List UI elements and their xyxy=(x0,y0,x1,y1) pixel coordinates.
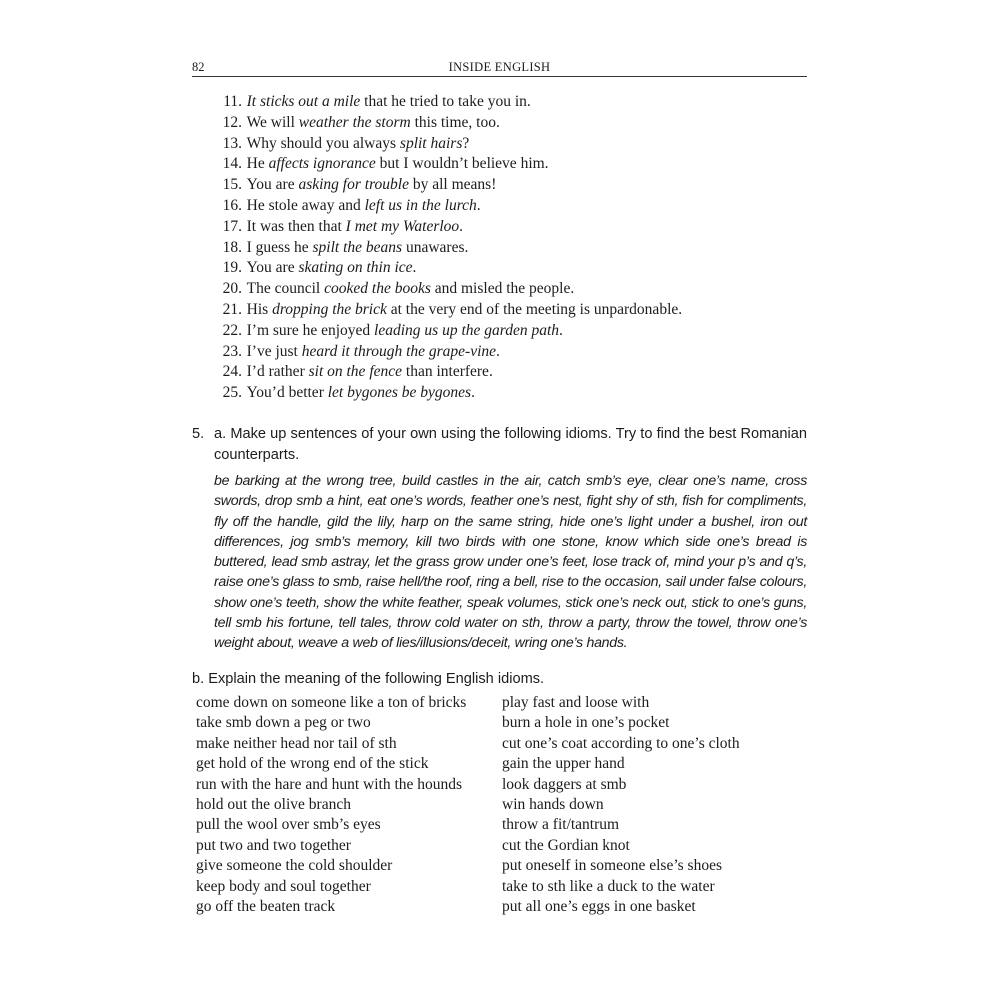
sentence-text xyxy=(247,362,493,383)
sentence-text xyxy=(247,196,481,217)
running-title: INSIDE ENGLISH xyxy=(448,60,551,74)
sentence-text xyxy=(247,113,500,134)
idiom-phrase: sit on the fence xyxy=(308,363,403,381)
sentence-item xyxy=(196,134,796,155)
sentence-item xyxy=(196,175,796,196)
idiom-item: hold out the olive branch xyxy=(196,796,351,814)
sentence-text xyxy=(247,279,575,300)
exercise-number: 5. xyxy=(192,426,205,442)
idiom-phrase: cooked the books xyxy=(324,280,431,298)
exercise-5-part-a xyxy=(192,424,807,465)
sentence-fragment: You are xyxy=(246,259,299,277)
running-header xyxy=(192,58,807,77)
sentence-fragment: Why should you always xyxy=(246,134,400,152)
sentence-number: 25. xyxy=(222,384,242,402)
part-a-idiom-list: be barking at the wrong tree, build castles in the air, catch smb’s eye, clear one’s name, cross swords, drop smb a hint, eat one’s words, feather one’s nest, fight shy of sth, fish for compliments, fly off the handle, gild the lily, harp on the same string, hide one’s light under a bushel, iron out differences, jog smb’s memory, kill two birds with one stone, know which side one’s bread is buttered, lead smb astray, let the grass grow under one’s feet, lose track of, mind your p’s and q’s, raise one’s glass to smb, raise hell/the roof, ring a bell, rise to the occasion, sail under false colours, show one’s teeth, show the white feather, speak volumes, stick one’s neck out, stick to one’s guns, tell smb his fortune, tell tales, throw cold water on sth, throw a party, throw the towel, throw one’s weight about, weave a web of lies/illusions/deceit, wring one’s hands. xyxy=(214,473,807,652)
sentence-fragment: You’d better xyxy=(246,384,328,402)
sentence-item xyxy=(196,113,796,134)
sentence-text xyxy=(247,175,497,196)
idiom-item: come down on someone like a ton of bricks xyxy=(196,694,467,711)
sentence-fragment: . xyxy=(412,259,417,277)
sentence-text xyxy=(247,321,563,342)
sentence-number: 17. xyxy=(222,217,242,235)
idiom-item: take smb down a peg or two xyxy=(196,714,371,732)
idiom-phrase: I met my Waterloo xyxy=(345,217,460,235)
sentence-number: 12. xyxy=(222,113,242,131)
sentence-item xyxy=(196,362,796,383)
idiom-phrase: dropping the brick xyxy=(272,300,387,318)
sentence-text xyxy=(247,342,500,363)
idiom-item: pull the wool over smb’s eyes xyxy=(196,816,381,834)
sentence-text xyxy=(247,383,475,404)
idiom-phrase: heard it through the grape-vine xyxy=(301,342,497,360)
sentence-text xyxy=(247,300,682,321)
idiom-item: gain the upper hand xyxy=(502,755,625,773)
idiom-phrase: skating on thin ice xyxy=(298,259,413,277)
idiom-item: put all one’s eggs in one basket xyxy=(502,898,696,916)
sentence-number: 19. xyxy=(222,259,242,277)
idiom-item: get hold of the wrong end of the stick xyxy=(196,755,429,773)
sentence-fragment: You are xyxy=(246,176,299,194)
idiom-item: cut the Gordian knot xyxy=(502,836,630,854)
idiom-item: put oneself in someone else’s shoes xyxy=(502,857,722,875)
idiom-item: run with the hare and hunt with the hounds xyxy=(196,775,463,793)
sentence-fragment: I’d rather xyxy=(246,363,309,381)
sentence-number: 11. xyxy=(223,93,242,110)
sentence-fragment: We will xyxy=(246,113,299,131)
idiom-item: make neither head nor tail of sth xyxy=(196,734,397,752)
idiom-phrase: leading us up the garden path xyxy=(374,321,560,339)
part-b-instruction: b. Explain the meaning of the following English idioms. xyxy=(192,671,545,687)
sentence-fragment: unawares. xyxy=(402,238,469,256)
sentence-item xyxy=(196,92,796,113)
sentence-number: 16. xyxy=(222,196,242,214)
sentence-number: 18. xyxy=(222,238,242,256)
sentence-item xyxy=(196,238,796,259)
idiom-phrase: left us in the lurch xyxy=(364,196,477,214)
idiom-phrase: split hairs xyxy=(399,134,463,152)
sentence-fragment: and misled the people. xyxy=(430,280,575,298)
sentence-fragment: He stole away and xyxy=(246,196,365,214)
sentence-item xyxy=(196,279,796,300)
sentence-fragment: that he tried to take you in. xyxy=(360,93,531,110)
sentence-text xyxy=(247,92,531,113)
sentence-item xyxy=(196,383,796,404)
idiom-item: look daggers at smb xyxy=(502,775,627,793)
sentence-number: 23. xyxy=(222,342,242,360)
idiom-item: burn a hole in one’s pocket xyxy=(502,714,670,732)
sentence-fragment: I’ve just xyxy=(246,342,302,360)
sentence-text xyxy=(247,154,549,175)
sentence-fragment: . xyxy=(559,321,563,339)
sentence-list xyxy=(196,92,796,404)
sentence-fragment: by all means! xyxy=(408,176,497,194)
idiom-item: cut one’s coat according to one’s cloth xyxy=(502,734,740,752)
idiom-phrase: spilt the beans xyxy=(312,238,403,256)
idiom-column-right xyxy=(502,693,740,917)
sentence-item xyxy=(196,217,796,238)
sentence-fragment: . xyxy=(496,342,500,360)
sentence-fragment: ? xyxy=(462,134,470,152)
sentence-number: 14. xyxy=(222,155,242,173)
page-number: 82 xyxy=(192,60,205,74)
sentence-fragment: I guess he xyxy=(246,238,313,256)
sentence-fragment: The council xyxy=(246,280,325,298)
sentence-fragment: . xyxy=(471,384,475,402)
idiom-phrase: affects ignorance xyxy=(268,155,376,173)
sentence-text xyxy=(247,238,469,259)
idiom-column-left xyxy=(196,693,466,917)
sentence-fragment: at the very end of the meeting is unpardonable. xyxy=(386,300,683,318)
sentence-text xyxy=(247,258,417,279)
idiom-item: throw a fit/tantrum xyxy=(502,816,620,834)
idiom-phrase: asking for trouble xyxy=(298,176,409,194)
sentence-fragment: It was then that xyxy=(246,217,346,235)
sentence-fragment: I’m sure he enjoyed xyxy=(246,321,375,339)
sentence-fragment: . xyxy=(476,196,481,214)
sentence-number: 21. xyxy=(222,300,242,318)
sentence-number: 24. xyxy=(222,363,242,381)
idiom-item: take to sth like a duck to the water xyxy=(502,877,715,895)
sentence-fragment: but I wouldn’t believe him. xyxy=(375,155,549,173)
idiom-phrase: weather the storm xyxy=(298,113,411,131)
sentence-number: 20. xyxy=(222,280,242,298)
idiom-item: keep body and soul together xyxy=(196,877,371,895)
sentence-fragment: this time, too. xyxy=(410,113,500,131)
sentence-number: 13. xyxy=(222,134,242,152)
sentence-number: 22. xyxy=(222,321,242,339)
sentence-fragment: He xyxy=(246,155,269,173)
sentence-item xyxy=(196,196,796,217)
sentence-fragment: . xyxy=(459,217,464,235)
idiom-phrase: let bygones be bygones xyxy=(327,384,472,402)
sentence-item xyxy=(196,154,796,175)
part-a-instruction: a. Make up sentences of your own using the following idioms. Try to find the best Romanian counterparts. xyxy=(214,426,807,463)
sentence-fragment: than interfere. xyxy=(402,363,493,381)
sentence-fragment: His xyxy=(246,300,273,318)
sentence-item xyxy=(196,342,796,363)
idiom-item: play fast and loose with xyxy=(502,694,650,711)
idiom-item: give someone the cold shoulder xyxy=(196,857,393,875)
sentence-item xyxy=(196,321,796,342)
sentence-text xyxy=(247,217,463,238)
sentence-item xyxy=(196,300,796,321)
idiom-item: put two and two together xyxy=(196,836,351,854)
idiom-item: win hands down xyxy=(502,796,604,814)
sentence-item xyxy=(196,258,796,279)
sentence-text xyxy=(247,134,470,155)
idiom-item: go off the beaten track xyxy=(196,898,336,916)
sentence-number: 15. xyxy=(222,176,242,194)
idiom-phrase: It sticks out a mile xyxy=(246,93,361,110)
